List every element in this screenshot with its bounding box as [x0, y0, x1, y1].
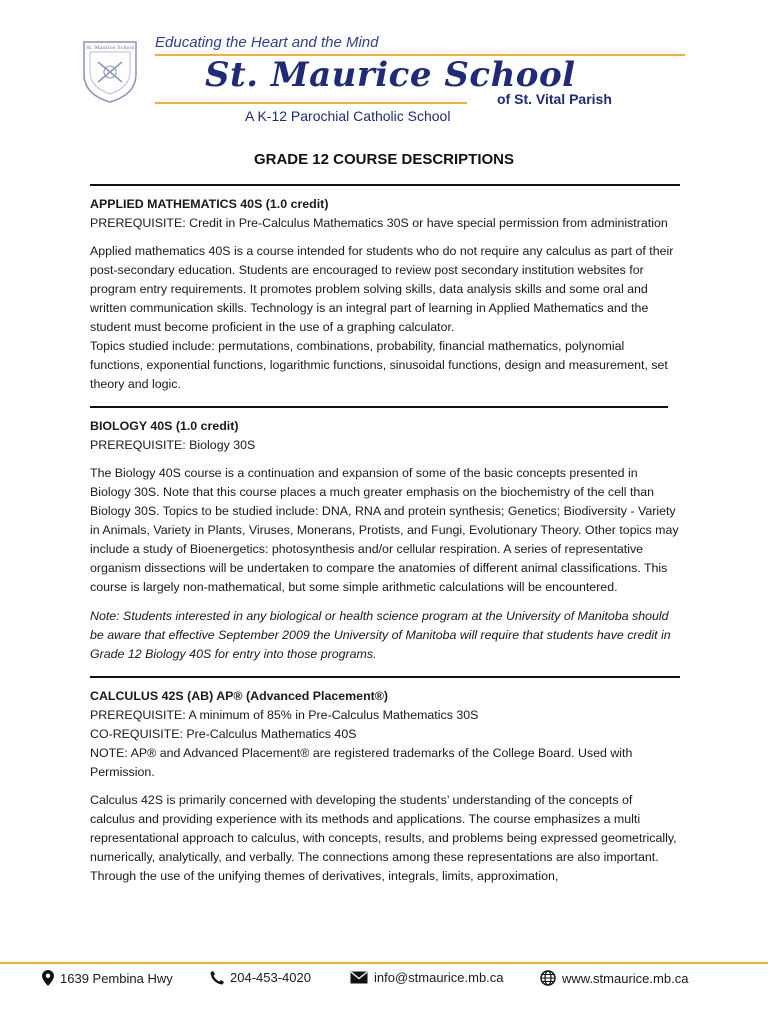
course-prerequisite: PREREQUISITE: Credit in Pre-Calculus Mathematics 30S or have special permission from administration [90, 216, 668, 230]
footer [40, 966, 740, 992]
parish-name: of St. Vital Parish [497, 91, 612, 107]
footer-phone[interactable] [210, 970, 311, 985]
location-pin-icon [42, 970, 54, 986]
course-description: Calculus 42S is primarily concerned with developing the students’ understanding of the concepts of calculus and providing experience with its methods and applications. The course emphasizes a multi representational approach to calculus, with concepts, results, and problems being expressed geometrically, numerically, analytically, and verbally. The connections among these representations are also important. Through the use of the unifying themes of derivatives, integrals, limits, approximation, [90, 793, 677, 883]
email-text: info@stmaurice.mb.ca [374, 970, 504, 985]
course-prerequisite: PREREQUISITE: A minimum of 85% in Pre-Calculus Mathematics 30S [90, 708, 479, 722]
phone-text: 204-453-4020 [230, 970, 311, 985]
footer-divider [0, 962, 768, 964]
school-subtitle: A K-12 Parochial Catholic School [245, 108, 451, 124]
course-description: Applied mathematics 40S is a course intended for students who do not require any calculus as part of their post-secondary education. Students are encouraged to review post secondary institution websites for program entry requirements. It promotes problem solving skills, data analysis skills and some oral and written communication skills. Technology is an integral part of learning in Applied Mathematics and the student must become proficient in the use of a graphing calculator. [90, 244, 674, 334]
school-crest-logo [80, 38, 140, 104]
page-title: GRADE 12 COURSE DESCRIPTIONS [253, 151, 515, 168]
course-prerequisite: PREREQUISITE: Biology 30S [90, 438, 256, 452]
website-text: www.stmaurice.mb.ca [562, 970, 689, 986]
crest-text: St. Maurice School [85, 45, 135, 51]
section-divider [90, 184, 680, 186]
footer-address [42, 970, 173, 986]
section-divider [90, 406, 668, 408]
course-topics: Topics studied include: permutations, combinations, probability, financial mathematics, polynomial functions, exponential functions, logarithmic functions, sinusoidal functions, design and measurement, set theory and logic. [90, 339, 668, 391]
phone-icon [210, 971, 224, 985]
school-name: St. Maurice School [205, 55, 576, 95]
course-title: BIOLOGY 40S (1.0 credit) [90, 419, 239, 433]
course-note: Note: Students interested in any biological or health science program at the University of Manitoba should be aware that effective September 2009 the University of Manitoba will require that students have credit in Grade 12 Biology 40S for entry into those programs. [90, 609, 671, 661]
address-text: 1639 Pembina Hwy [60, 970, 173, 986]
course-title: CALCULUS 42S (AB) AP® (Advanced Placement®) [90, 689, 389, 703]
course-description: The Biology 40S course is a continuation and expansion of some of the basic concepts presented in Biology 30S. Note that this course places a much greater emphasis on the biochemistry of the cell than Biology 30S. Topics to be studied include: DNA, RNA and protein synthesis; Genetics; Biodiversity - Variety in Animals, Variety in Plants, Viruses, Monerans, Protists, and Fungi, Evolutionary Theory. Other topics may include a study of Bioenergetics: photosynthesis and/or cellular respiration. A series of representative organism dissections will be undertaken to compare the anatomies of different animal classifications. This course is largely non-mathematical, but some simple arithmetic calculations will be encountered. [90, 466, 679, 594]
globe-icon [540, 970, 556, 986]
envelope-icon [350, 971, 368, 984]
course-list [90, 172, 680, 886]
course-trademark-note: NOTE: AP® and Advanced Placement® are registered trademarks of the College Board. Used with Permission. [90, 746, 633, 779]
footer-email[interactable] [350, 970, 504, 985]
course-title: APPLIED MATHEMATICS 40S (1.0 credit) [90, 197, 329, 211]
tagline: Educating the Heart and the Mind [155, 34, 379, 51]
section-divider [90, 676, 680, 678]
course-corequisite: CO-REQUISITE: Pre-Calculus Mathematics 40S [90, 727, 357, 741]
letterhead [0, 0, 768, 140]
header-divider-mid [155, 102, 467, 104]
footer-website[interactable] [540, 970, 688, 986]
